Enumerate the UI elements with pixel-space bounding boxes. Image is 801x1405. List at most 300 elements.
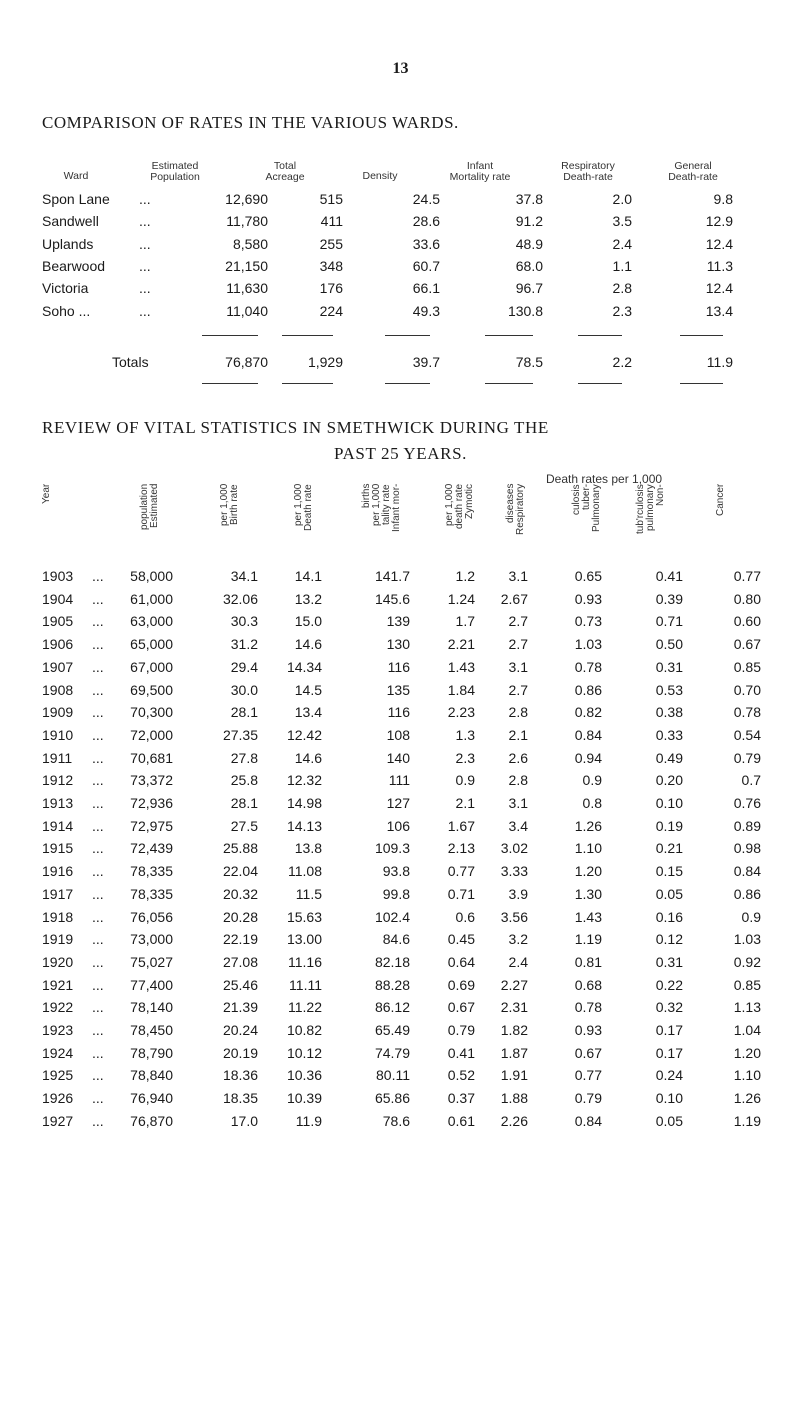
review-resp-cell: 3.02 — [500, 840, 528, 857]
header-birth-rate — [220, 484, 240, 550]
leader-dots: ... — [92, 636, 104, 653]
leader-dots: ... — [92, 1067, 104, 1084]
header-year-line: Year — [41, 484, 52, 505]
leader-dots: ... — [92, 704, 104, 721]
ward-infant-cell: 91.2 — [515, 213, 543, 230]
totals-bottom-rule — [485, 383, 533, 384]
ward-density-cell: 33.6 — [412, 235, 440, 252]
header-density: Density — [362, 170, 398, 182]
ward-population-cell: 11,780 — [226, 213, 268, 230]
review-birth-cell: 25.8 — [230, 772, 258, 789]
ward-leader-dots: ... — [139, 213, 151, 230]
leader-dots: ... — [92, 1090, 104, 1107]
review-pulm-cell: 0.65 — [574, 568, 602, 584]
header-non-pulmonary-tb-line: tub'rculosis — [635, 484, 646, 534]
review-cancer-cell: 0.92 — [733, 953, 761, 970]
year-cell: 1925 — [42, 1067, 74, 1084]
review-death-cell: 13.4 — [294, 704, 322, 721]
review-nonpulm-cell: 0.05 — [655, 885, 683, 902]
header-zymotic — [445, 484, 475, 550]
header-pulmonary-tb-line: culosis — [571, 484, 582, 515]
year-cell: 1927 — [42, 1112, 74, 1129]
totals-bottom-rule — [578, 383, 622, 384]
leader-dots: ... — [92, 590, 104, 607]
leader-dots: ... — [92, 795, 104, 811]
ward-respiratory-cell: 2.4 — [612, 235, 632, 252]
review-pulm-cell: 0.84 — [574, 726, 602, 743]
header-ward: Ward — [63, 170, 89, 182]
totals-top-rule — [578, 335, 622, 336]
review-pop-cell: 69,500 — [130, 681, 173, 698]
review-cancer-cell: 0.70 — [733, 681, 761, 698]
ward-acreage-cell: 515 — [319, 191, 343, 207]
review-death-cell: 14.6 — [294, 636, 322, 653]
review-pop-cell: 63,000 — [130, 613, 173, 630]
review-nonpulm-cell: 0.22 — [655, 976, 683, 993]
ward-general-cell: 12.4 — [705, 280, 733, 297]
review-zymotic-cell: 0.52 — [447, 1067, 475, 1084]
review-cancer-cell: 0.79 — [733, 749, 761, 766]
ward-general-cell: 12.9 — [705, 213, 733, 230]
ward-name: Bearwood — [42, 257, 106, 274]
review-infant-cell: 78.6 — [382, 1112, 410, 1129]
year-cell: 1916 — [42, 863, 74, 880]
ward-infant-cell: 68.0 — [515, 257, 543, 274]
review-resp-cell: 3.9 — [508, 885, 528, 902]
header-birth-rate-line: per 1,000 — [219, 484, 230, 527]
review-infant-cell: 93.8 — [382, 863, 410, 880]
review-cancer-cell: 0.60 — [733, 613, 761, 630]
header-respiratory-diseases-line: Respiratory — [515, 484, 526, 536]
ward-leader-dots: ... — [139, 235, 151, 252]
review-birth-cell: 28.1 — [230, 795, 258, 811]
review-birth-cell: 27.35 — [222, 726, 258, 743]
review-pop-cell: 65,000 — [130, 636, 173, 653]
totals-general-cell: 11.9 — [706, 354, 733, 370]
review-death-cell: 12.42 — [286, 726, 322, 743]
review-infant-cell: 140 — [386, 749, 410, 766]
review-pulm-cell: 1.26 — [574, 817, 602, 834]
totals-top-rule — [282, 335, 333, 336]
review-birth-cell: 27.8 — [230, 749, 258, 766]
review-pop-cell: 72,000 — [130, 726, 173, 743]
header-infant-mortality: Infant Mortality rate — [449, 160, 511, 183]
leader-dots: ... — [92, 772, 104, 789]
ward-leader-dots: ... — [139, 257, 151, 274]
review-zymotic-cell: 2.23 — [447, 704, 475, 721]
review-zymotic-cell: 1.3 — [455, 726, 475, 743]
review-pulm-cell: 0.93 — [574, 1022, 602, 1038]
ward-infant-cell: 37.8 — [515, 191, 543, 207]
review-cancer-cell: 1.10 — [733, 1067, 761, 1084]
review-birth-cell: 28.1 — [230, 704, 258, 721]
totals-population-cell: 76,870 — [225, 354, 268, 370]
review-infant-cell: 127 — [386, 795, 410, 811]
ward-name: Sandwell — [42, 213, 99, 230]
review-birth-cell: 20.24 — [222, 1022, 258, 1038]
header-non-pulmonary-tb — [636, 484, 666, 550]
header-cancer-line: Cancer — [715, 484, 726, 517]
review-birth-cell: 17.0 — [230, 1112, 258, 1129]
header-pulmonary-tb-line: Pulmonary — [591, 484, 602, 532]
leader-dots: ... — [92, 885, 104, 902]
review-zymotic-cell: 2.21 — [447, 636, 475, 653]
leader-dots: ... — [92, 568, 104, 584]
review-zymotic-cell: 0.41 — [447, 1044, 475, 1061]
year-cell: 1904 — [42, 590, 74, 607]
review-nonpulm-cell: 0.15 — [655, 863, 683, 880]
ward-leader-dots: ... — [139, 191, 151, 207]
leader-dots: ... — [92, 613, 104, 630]
totals-density-cell: 39.7 — [412, 354, 440, 370]
review-heading: REVIEW OF VITAL STATISTICS IN SMETHWICK DURING THE — [42, 418, 549, 437]
review-pop-cell: 73,000 — [130, 931, 173, 948]
review-death-cell: 14.34 — [286, 658, 322, 675]
review-nonpulm-cell: 0.12 — [655, 931, 683, 948]
review-resp-cell: 2.31 — [500, 999, 528, 1016]
ward-acreage-cell: 411 — [320, 213, 343, 230]
review-zymotic-cell: 2.3 — [455, 749, 475, 766]
review-resp-cell: 3.4 — [508, 817, 528, 834]
review-cancer-cell: 0.89 — [733, 817, 761, 834]
review-cancer-cell: 1.13 — [733, 999, 761, 1016]
review-death-cell: 14.6 — [294, 749, 322, 766]
review-infant-cell: 108 — [386, 726, 410, 743]
review-cancer-cell: 0.98 — [733, 840, 761, 857]
leader-dots: ... — [92, 1022, 104, 1038]
review-cancer-cell: 0.54 — [733, 726, 761, 743]
review-birth-cell: 30.0 — [230, 681, 258, 698]
review-pulm-cell: 0.94 — [574, 749, 602, 766]
review-cancer-cell: 1.20 — [733, 1044, 761, 1061]
review-cancer-cell: 0.7 — [741, 772, 761, 789]
review-zymotic-cell: 0.64 — [447, 953, 475, 970]
year-cell: 1913 — [42, 795, 74, 811]
review-zymotic-cell: 1.7 — [455, 613, 475, 630]
year-cell: 1910 — [42, 726, 74, 743]
review-death-cell: 13.2 — [294, 590, 322, 607]
review-resp-cell: 2.7 — [508, 636, 528, 653]
review-pulm-cell: 1.10 — [574, 840, 602, 857]
review-pop-cell: 75,027 — [130, 953, 173, 970]
review-zymotic-cell: 0.9 — [455, 772, 475, 789]
review-zymotic-cell: 0.69 — [447, 976, 475, 993]
header-year — [42, 484, 52, 550]
review-pulm-cell: 0.84 — [574, 1112, 602, 1129]
review-cancer-cell: 0.67 — [733, 636, 761, 653]
review-death-cell: 11.5 — [295, 885, 322, 902]
ward-population-cell: 11,040 — [226, 302, 268, 319]
leader-dots: ... — [92, 908, 104, 925]
review-pop-cell: 58,000 — [130, 568, 173, 584]
review-nonpulm-cell: 0.20 — [655, 772, 683, 789]
header-infant-mortality-line: tality rate — [381, 484, 392, 525]
ward-respiratory-cell: 2.3 — [612, 302, 632, 319]
review-zymotic-cell: 0.71 — [447, 885, 475, 902]
review-resp-cell: 2.7 — [508, 681, 528, 698]
header-cancer — [716, 484, 726, 550]
leader-dots: ... — [92, 681, 104, 698]
year-cell: 1914 — [42, 817, 74, 834]
review-birth-cell: 22.19 — [222, 931, 258, 948]
leader-dots: ... — [92, 863, 104, 880]
review-pop-cell: 76,870 — [130, 1112, 173, 1129]
review-resp-cell: 1.87 — [500, 1044, 528, 1061]
review-death-cell: 14.13 — [286, 817, 322, 834]
totals-bottom-rule — [680, 383, 723, 384]
review-zymotic-cell: 1.67 — [447, 817, 475, 834]
totals-top-rule — [485, 335, 533, 336]
review-cancer-cell: 0.85 — [733, 976, 761, 993]
review-resp-cell: 2.7 — [508, 613, 528, 630]
review-infant-cell: 139 — [386, 613, 410, 630]
review-pop-cell: 78,335 — [130, 885, 173, 902]
ward-density-cell: 28.6 — [412, 213, 440, 230]
totals-bottom-rule — [385, 383, 430, 384]
header-respiratory-diseases-line: diseases — [505, 484, 516, 524]
review-nonpulm-cell: 0.17 — [655, 1044, 683, 1061]
review-infant-cell: 65.86 — [374, 1090, 410, 1107]
review-birth-cell: 21.39 — [222, 999, 258, 1016]
year-cell: 1922 — [42, 999, 74, 1016]
review-nonpulm-cell: 0.38 — [655, 704, 683, 721]
review-pulm-cell: 0.78 — [574, 658, 602, 675]
review-nonpulm-cell: 0.31 — [655, 658, 683, 675]
review-death-cell: 14.98 — [286, 795, 322, 811]
review-birth-cell: 20.32 — [222, 885, 258, 902]
totals-top-rule — [385, 335, 430, 336]
header-general: General Death-rate — [668, 160, 718, 183]
review-zymotic-cell: 1.24 — [447, 590, 475, 607]
ward-name: Victoria — [42, 280, 89, 297]
header-est-population-line: Estimated — [149, 484, 160, 529]
year-cell: 1905 — [42, 613, 74, 630]
review-death-cell: 10.82 — [286, 1022, 322, 1038]
review-birth-cell: 27.08 — [222, 953, 258, 970]
header-death-rate-line: Death rate — [303, 484, 314, 531]
review-resp-cell: 3.1 — [508, 568, 528, 584]
review-pulm-cell: 1.30 — [574, 885, 602, 902]
review-resp-cell: 2.4 — [508, 953, 528, 970]
review-pop-cell: 70,300 — [130, 704, 173, 721]
review-death-cell: 11.16 — [288, 953, 322, 970]
review-infant-cell: 145.6 — [374, 590, 410, 607]
death-rates-group-header: Death rates per 1,000 — [546, 472, 663, 486]
review-cancer-cell: 0.76 — [733, 795, 761, 811]
review-infant-cell: 84.6 — [382, 931, 410, 948]
review-zymotic-cell: 0.45 — [447, 931, 475, 948]
review-pulm-cell: 1.20 — [574, 863, 602, 880]
header-est-population — [140, 484, 160, 550]
ward-density-cell: 60.7 — [412, 257, 440, 274]
leader-dots: ... — [92, 658, 104, 675]
review-cancer-cell: 0.84 — [733, 863, 761, 880]
review-resp-cell: 1.82 — [500, 1022, 528, 1038]
review-pulm-cell: 0.73 — [574, 613, 602, 630]
ward-respiratory-cell: 3.5 — [612, 213, 632, 230]
ward-respiratory-cell: 1.1 — [612, 257, 632, 274]
review-cancer-cell: 1.19 — [733, 1112, 761, 1129]
leader-dots: ... — [92, 726, 104, 743]
year-cell: 1923 — [42, 1022, 74, 1038]
review-pop-cell: 78,790 — [130, 1044, 173, 1061]
ward-leader-dots: ... — [139, 280, 151, 297]
page-number: 13 — [392, 60, 409, 77]
ward-density-cell: 66.1 — [412, 280, 440, 297]
header-infant-mortality-line: per 1,000 — [371, 484, 382, 527]
review-birth-cell: 27.5 — [230, 817, 258, 834]
header-pulmonary-tb-line: tuber- — [581, 484, 592, 511]
header-birth-rate-line: Birth rate — [229, 484, 240, 525]
ward-general-cell: 13.4 — [705, 302, 733, 319]
leader-dots: ... — [92, 817, 104, 834]
review-birth-cell: 22.04 — [222, 863, 258, 880]
review-zymotic-cell: 0.79 — [447, 1022, 475, 1038]
review-nonpulm-cell: 0.41 — [655, 568, 683, 584]
review-resp-cell: 2.1 — [508, 726, 528, 743]
ward-infant-cell: 130.8 — [507, 302, 543, 319]
ward-population-cell: 12,690 — [225, 191, 268, 207]
header-acreage: Total Acreage — [265, 160, 305, 183]
review-infant-cell: 86.12 — [374, 999, 410, 1016]
ward-general-cell: 11.3 — [706, 257, 733, 274]
review-death-cell: 13.00 — [286, 931, 322, 948]
year-cell: 1912 — [42, 772, 74, 789]
review-infant-cell: 65.49 — [374, 1022, 410, 1038]
year-cell: 1907 — [42, 658, 74, 675]
year-cell: 1906 — [42, 636, 74, 653]
leader-dots: ... — [92, 1044, 104, 1061]
review-cancer-cell: 1.04 — [733, 1022, 761, 1038]
review-death-cell: 11.08 — [288, 863, 322, 880]
review-infant-cell: 111 — [388, 772, 410, 789]
year-cell: 1917 — [42, 885, 74, 902]
review-pulm-cell: 0.68 — [574, 976, 602, 993]
leader-dots: ... — [92, 976, 104, 993]
review-resp-cell: 2.27 — [500, 976, 528, 993]
review-nonpulm-cell: 0.16 — [655, 908, 683, 925]
review-birth-cell: 25.46 — [222, 976, 258, 993]
review-pop-cell: 77,400 — [130, 976, 173, 993]
review-infant-cell: 82.18 — [374, 953, 410, 970]
review-nonpulm-cell: 0.32 — [655, 999, 683, 1016]
review-pop-cell: 61,000 — [130, 590, 173, 607]
review-birth-cell: 30.3 — [230, 613, 258, 630]
review-zymotic-cell: 0.67 — [447, 999, 475, 1016]
review-death-cell: 10.39 — [286, 1090, 322, 1107]
review-infant-cell: 88.28 — [374, 976, 410, 993]
review-pulm-cell: 0.78 — [574, 999, 602, 1016]
review-death-cell: 14.1 — [294, 568, 322, 584]
leader-dots: ... — [92, 953, 104, 970]
review-birth-cell: 18.36 — [222, 1067, 258, 1084]
comparison-heading: COMPARISON OF RATES IN THE VARIOUS WARDS. — [42, 113, 459, 132]
review-cancer-cell: 0.86 — [733, 885, 761, 902]
review-pop-cell: 72,439 — [130, 840, 173, 857]
review-pulm-cell: 0.9 — [582, 772, 602, 789]
ward-acreage-cell: 224 — [319, 302, 343, 319]
review-nonpulm-cell: 0.19 — [655, 817, 683, 834]
review-nonpulm-cell: 0.24 — [655, 1067, 683, 1084]
review-pop-cell: 67,000 — [130, 658, 173, 675]
review-zymotic-cell: 0.61 — [447, 1112, 475, 1129]
header-zymotic-line: Zymotic — [464, 484, 475, 519]
ward-population-cell: 21,150 — [225, 257, 268, 274]
leader-dots: ... — [92, 749, 104, 766]
review-heading-line2: PAST 25 YEARS. — [334, 444, 467, 463]
review-death-cell: 13.8 — [294, 840, 322, 857]
review-infant-cell: 109.3 — [374, 840, 410, 857]
review-infant-cell: 106 — [386, 817, 410, 834]
header-death-rate-line: per 1,000 — [293, 484, 304, 527]
review-zymotic-cell: 1.2 — [455, 568, 475, 584]
review-death-cell: 14.5 — [294, 681, 322, 698]
ward-general-cell: 9.8 — [713, 191, 733, 207]
review-resp-cell: 3.1 — [508, 658, 528, 675]
year-cell: 1924 — [42, 1044, 74, 1061]
year-cell: 1915 — [42, 840, 74, 857]
year-cell: 1926 — [42, 1090, 74, 1107]
review-pulm-cell: 0.93 — [574, 590, 602, 607]
ward-acreage-cell: 348 — [319, 257, 343, 274]
review-zymotic-cell: 0.6 — [455, 908, 475, 925]
review-pop-cell: 78,450 — [130, 1022, 173, 1038]
year-cell: 1921 — [42, 976, 74, 993]
review-death-cell: 10.36 — [286, 1067, 322, 1084]
header-infant-mortality-line: births — [361, 484, 372, 509]
review-pop-cell: 76,940 — [130, 1090, 173, 1107]
leader-dots: ... — [92, 1112, 104, 1129]
review-nonpulm-cell: 0.33 — [655, 726, 683, 743]
review-nonpulm-cell: 0.49 — [655, 749, 683, 766]
review-pulm-cell: 1.03 — [574, 636, 602, 653]
header-est-population-line: population — [139, 484, 150, 531]
review-infant-cell: 141.7 — [374, 568, 410, 584]
review-nonpulm-cell: 0.05 — [655, 1112, 683, 1129]
review-death-cell: 15.0 — [294, 613, 322, 630]
review-nonpulm-cell: 0.71 — [655, 613, 683, 630]
review-death-cell: 11.11 — [289, 976, 322, 993]
leader-dots: ... — [92, 931, 104, 948]
review-pop-cell: 78,335 — [130, 863, 173, 880]
review-cancer-cell: 0.77 — [733, 568, 761, 584]
review-resp-cell: 1.88 — [500, 1090, 528, 1107]
header-non-pulmonary-tb-line: pulmonary — [645, 484, 656, 531]
review-resp-cell: 2.26 — [500, 1112, 528, 1129]
ward-infant-cell: 96.7 — [515, 280, 543, 297]
ward-acreage-cell: 255 — [319, 235, 343, 252]
review-birth-cell: 31.2 — [230, 636, 258, 653]
review-death-cell: 11.22 — [288, 999, 322, 1016]
ward-general-cell: 12.4 — [705, 235, 733, 252]
header-zymotic-line: death rate — [454, 484, 465, 530]
header-infant-mortality — [362, 484, 402, 550]
header-respiratory-diseases — [506, 484, 526, 550]
ward-density-cell: 24.5 — [412, 191, 440, 207]
review-nonpulm-cell: 0.39 — [655, 590, 683, 607]
review-resp-cell: 2.6 — [508, 749, 528, 766]
leader-dots: ... — [92, 999, 104, 1016]
review-infant-cell: 74.79 — [374, 1044, 410, 1061]
totals-label: Totals — [112, 354, 149, 370]
review-pulm-cell: 0.67 — [574, 1044, 602, 1061]
review-zymotic-cell: 0.77 — [447, 863, 475, 880]
review-nonpulm-cell: 0.10 — [655, 1090, 683, 1107]
review-cancer-cell: 1.26 — [733, 1090, 761, 1107]
review-pop-cell: 72,975 — [130, 817, 173, 834]
totals-top-rule — [202, 335, 258, 336]
review-pop-cell: 78,840 — [130, 1067, 173, 1084]
